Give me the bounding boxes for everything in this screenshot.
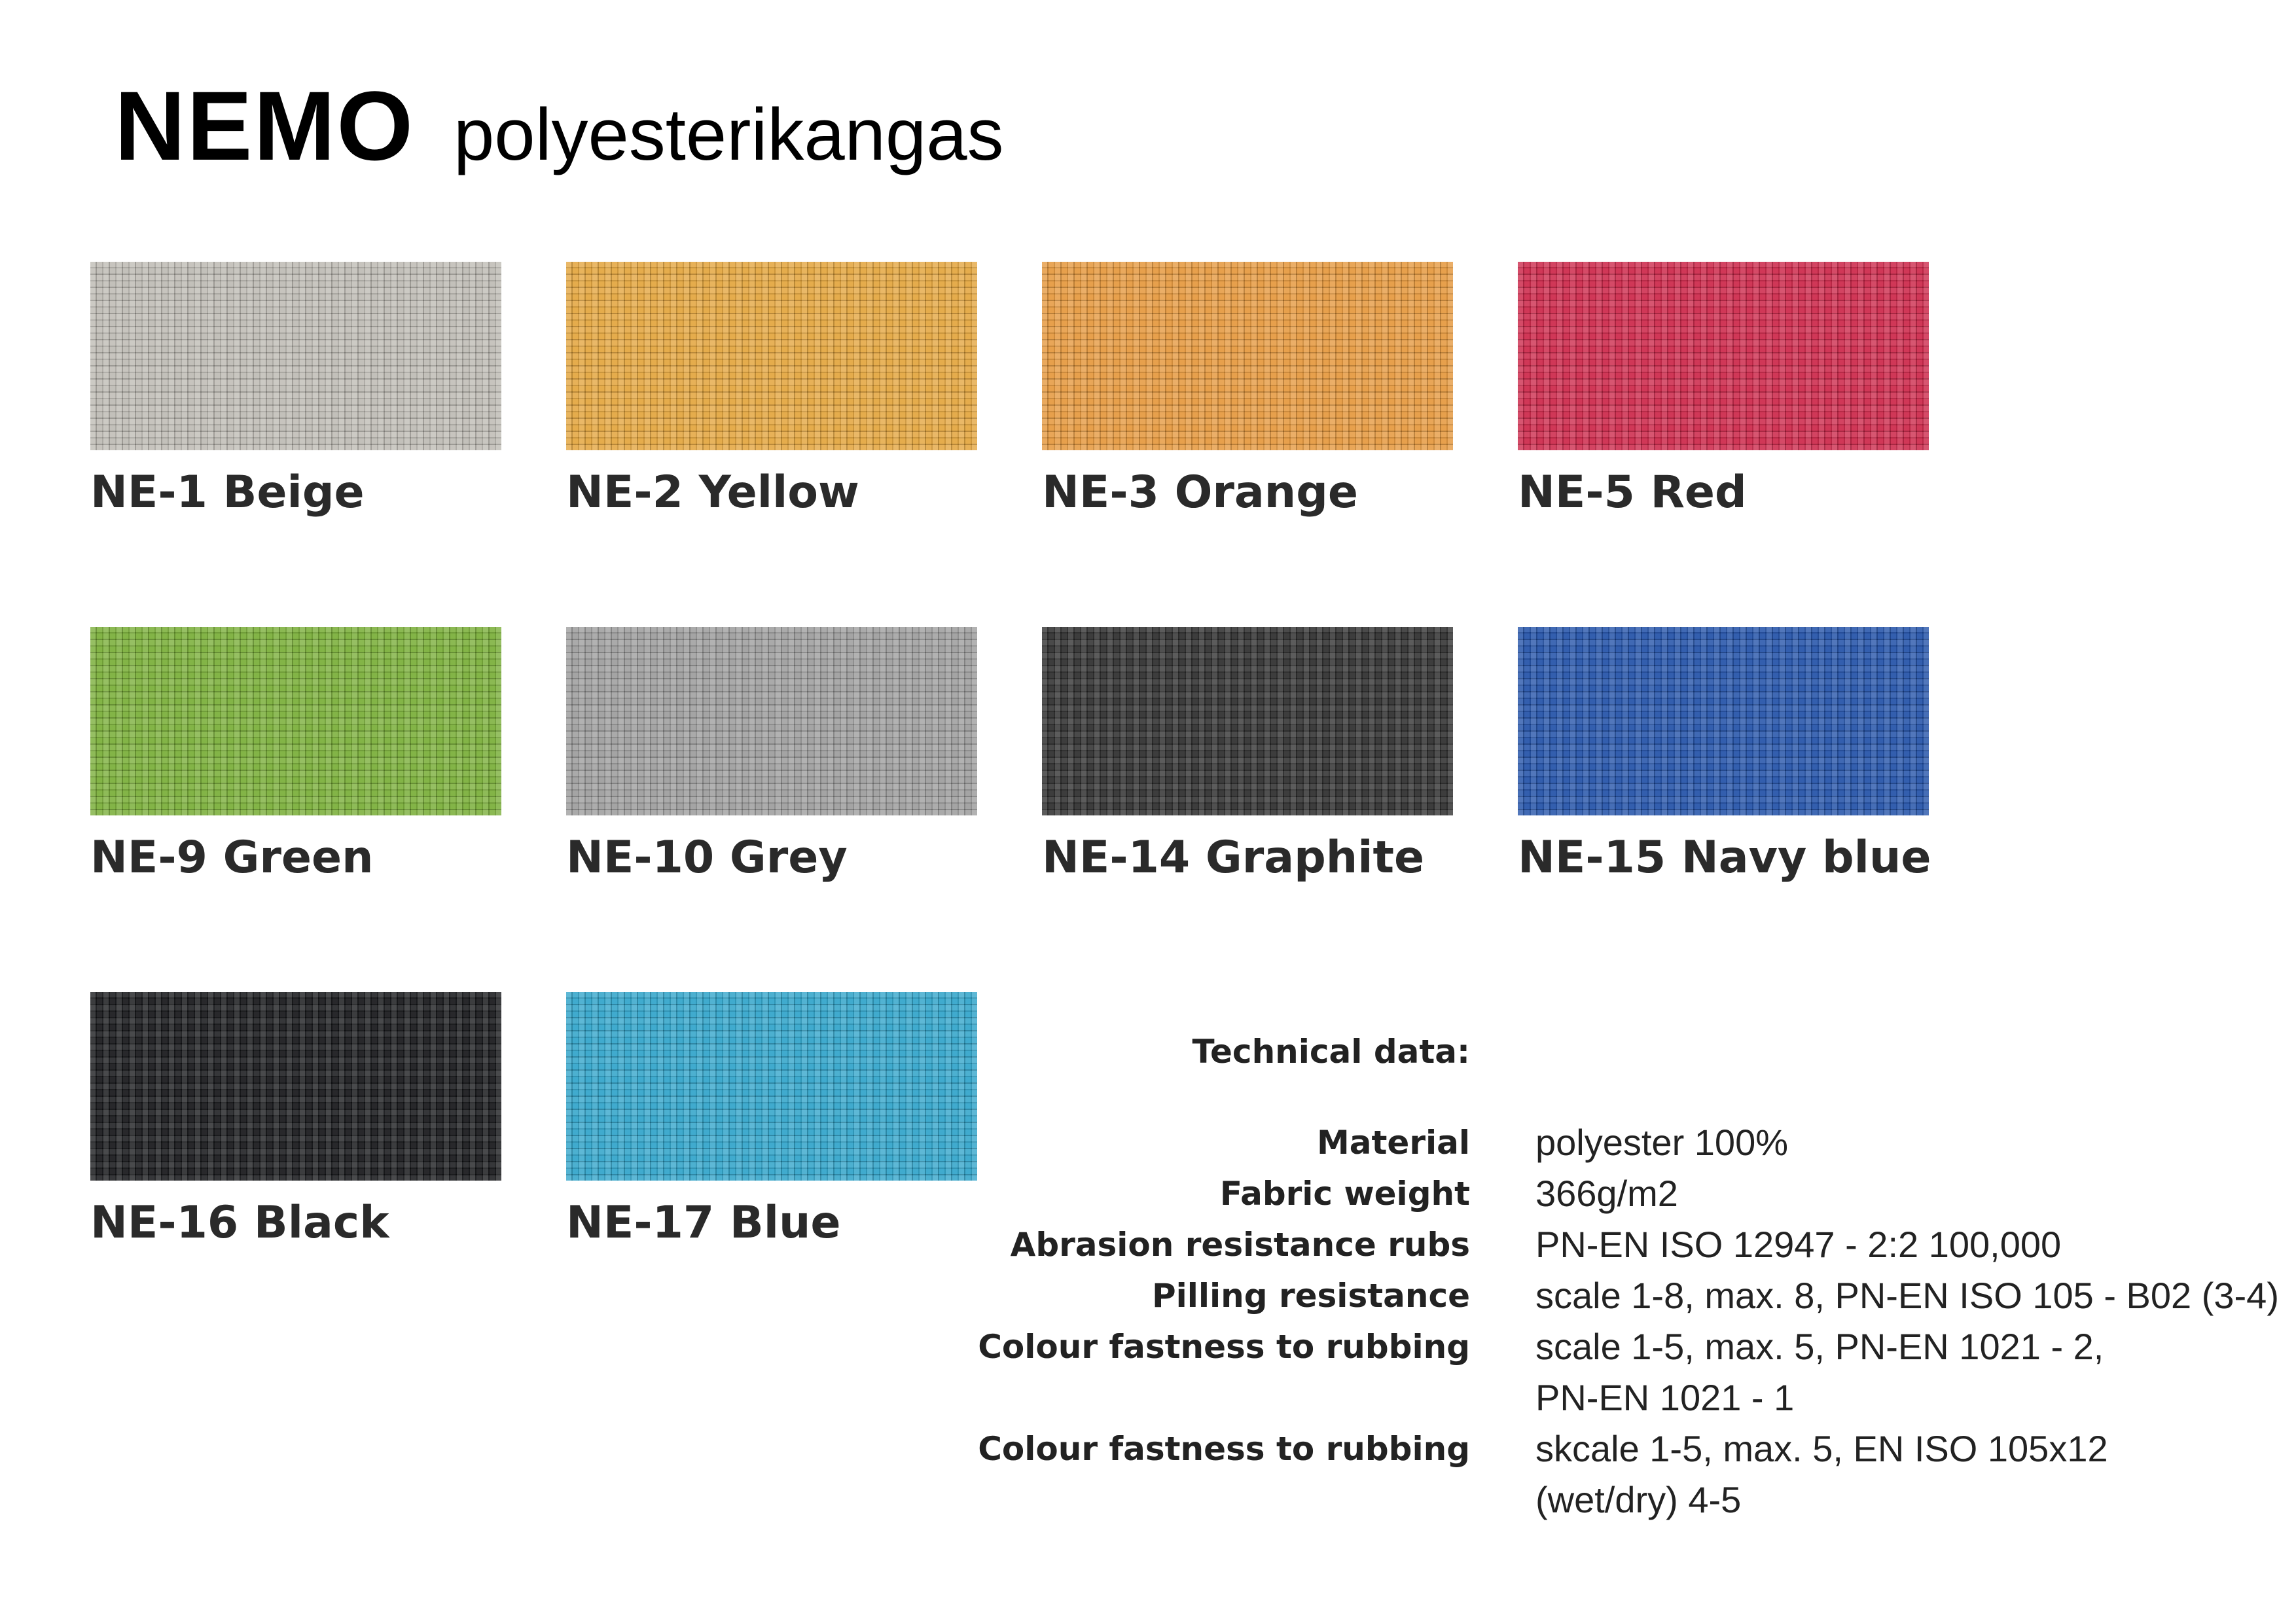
swatch-image	[90, 627, 501, 815]
swatch-label: NE-10 Grey	[566, 832, 848, 883]
tech-label: Abrasion resistance rubs	[1010, 1226, 1470, 1264]
swatch-ne-17	[566, 992, 977, 1250]
swatch-label: NE-14 Graphite	[1042, 832, 1425, 883]
swatch-ne-14	[1042, 627, 1453, 885]
page-title	[115, 71, 1004, 181]
swatch-ne-2	[566, 262, 977, 520]
tech-value	[1535, 1117, 2282, 1168]
swatch-image	[90, 262, 501, 450]
tech-value-line: PN-EN 1021 - 1	[1535, 1377, 1795, 1418]
swatch-ne-9	[90, 627, 501, 885]
swatch-ne-3	[1042, 262, 1453, 520]
tech-value-line: skcale 1-5, max. 5, EN ISO 105x12	[1535, 1428, 2108, 1469]
tech-label: Colour fastness to rubbing	[978, 1328, 1470, 1366]
swatch-label: NE-5 Red	[1518, 467, 1747, 518]
swatch-label: NE-2 Yellow	[566, 467, 859, 518]
technical-data-heading: Technical data:	[1192, 1033, 1470, 1071]
tech-value	[1535, 1321, 2282, 1423]
swatch-image	[1518, 262, 1929, 450]
swatch-ne-16	[90, 992, 501, 1250]
tech-label: Colour fastness to rubbing	[978, 1430, 1470, 1468]
tech-value-line: scale 1-5, max. 5, PN-EN 1021 - 2,	[1535, 1326, 2104, 1367]
swatch-label: NE-16 Black	[90, 1197, 389, 1249]
tech-value-line: polyester 100%	[1535, 1122, 1789, 1163]
swatch-image	[90, 992, 501, 1181]
tech-value	[1535, 1423, 2282, 1525]
brand-name: NEMO	[115, 71, 414, 181]
swatch-image	[1518, 627, 1929, 815]
tech-value-line: 366g/m2	[1535, 1173, 1678, 1214]
swatch-label: NE-1 Beige	[90, 467, 365, 518]
swatch-label: NE-9 Green	[90, 832, 374, 883]
fabric-type: polyesterikangas	[454, 94, 1004, 175]
tech-value-line: scale 1-8, max. 8, PN-EN ISO 105 - B02 (3-4)	[1535, 1275, 2279, 1316]
swatch-ne-15	[1518, 627, 1929, 885]
swatch-image	[566, 262, 977, 450]
tech-value	[1535, 1168, 2282, 1219]
swatch-image	[1042, 262, 1453, 450]
swatch-image	[1042, 627, 1453, 815]
tech-value	[1535, 1219, 2282, 1270]
tech-value-line: PN-EN ISO 12947 - 2:2 100,000	[1535, 1224, 2062, 1265]
swatch-label: NE-3 Orange	[1042, 467, 1359, 518]
swatch-label: NE-15 Navy blue	[1518, 832, 1931, 883]
tech-label: Material	[1317, 1124, 1470, 1162]
swatch-image	[566, 627, 977, 815]
swatch-ne-5	[1518, 262, 1929, 520]
swatch-ne-10	[566, 627, 977, 885]
swatch-ne-1	[90, 262, 501, 520]
tech-value-line: (wet/dry) 4-5	[1535, 1479, 1742, 1520]
tech-value	[1535, 1270, 2282, 1321]
swatch-label: NE-17 Blue	[566, 1197, 841, 1249]
tech-label: Fabric weight	[1219, 1175, 1470, 1213]
swatch-image	[566, 992, 977, 1181]
tech-label: Pilling resistance	[1151, 1277, 1470, 1315]
